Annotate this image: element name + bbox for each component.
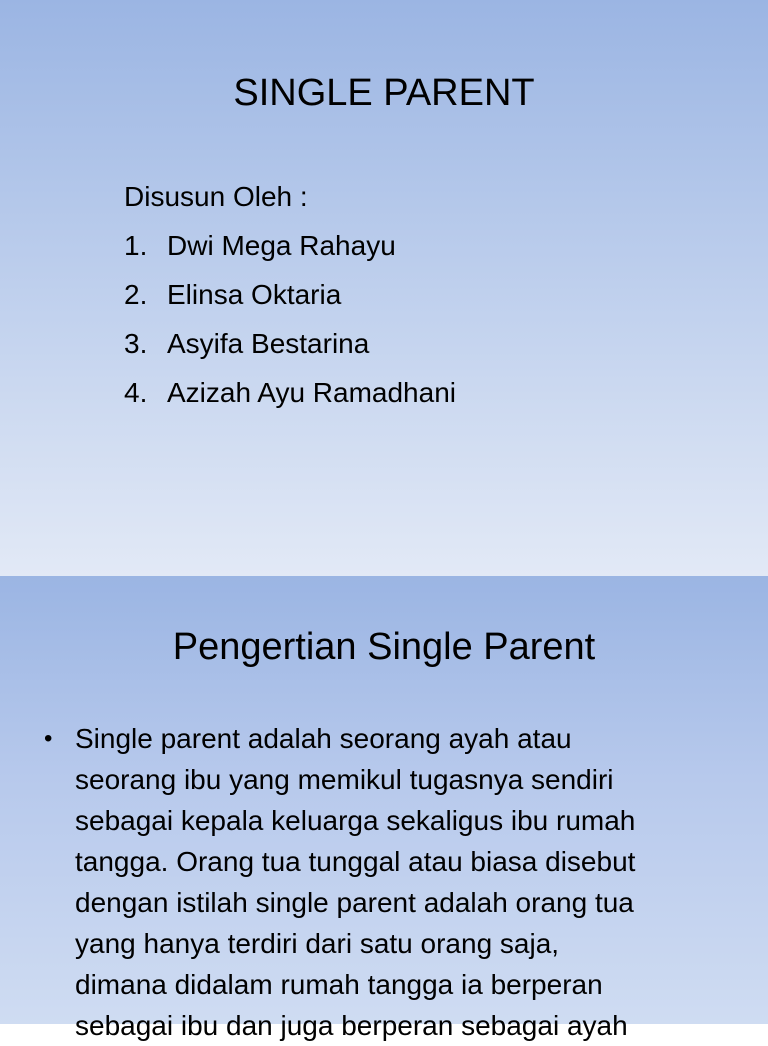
slide-title: SINGLE PARENT: [233, 72, 535, 114]
bullet-list: [44, 718, 744, 1046]
authors-block: [124, 172, 456, 417]
author-list: [124, 221, 456, 417]
author-name: Asyifa Bestarina: [167, 328, 370, 359]
author-item: [124, 270, 456, 319]
bullet-text-line: Single parent adalah seorang ayah atau: [75, 723, 572, 754]
author-name: Dwi Mega Rahayu: [167, 230, 396, 261]
bullet-text-line: sebagai ibu dan juga berperan sebagai ayah: [75, 1010, 628, 1041]
author-item: [124, 368, 456, 417]
bullet-text-line: tangga. Orang tua tunggal atau biasa disebut: [75, 846, 636, 877]
author-number: 4.: [124, 377, 148, 408]
definition-slide: [0, 576, 768, 1041]
bullet-text-line: yang hanya terdiri dari satu orang saja,: [75, 928, 560, 959]
bullet-text-line: dengan istilah single parent adalah orang tua: [75, 887, 634, 918]
bullet-item: [44, 718, 744, 1046]
bullet-icon: •: [44, 725, 53, 752]
author-name: Elinsa Oktaria: [167, 279, 342, 310]
author-number: 3.: [124, 328, 148, 359]
author-item: [124, 319, 456, 368]
bullet-text: [75, 718, 635, 1046]
author-number: 1.: [124, 230, 148, 261]
author-name: Azizah Ayu Ramadhani: [167, 377, 456, 408]
bullet-text-line: sebagai kepala keluarga sekaligus ibu rumah: [75, 805, 636, 836]
slide-title: Pengertian Single Parent: [172, 626, 596, 668]
authors-heading: Disusun Oleh :: [124, 181, 308, 212]
bullet-text-line: dimana didalam rumah tangga ia berperan: [75, 969, 603, 1000]
author-item: [124, 221, 456, 270]
bullet-text-line: seorang ibu yang memikul tugasnya sendiri: [75, 764, 614, 795]
author-number: 2.: [124, 279, 148, 310]
